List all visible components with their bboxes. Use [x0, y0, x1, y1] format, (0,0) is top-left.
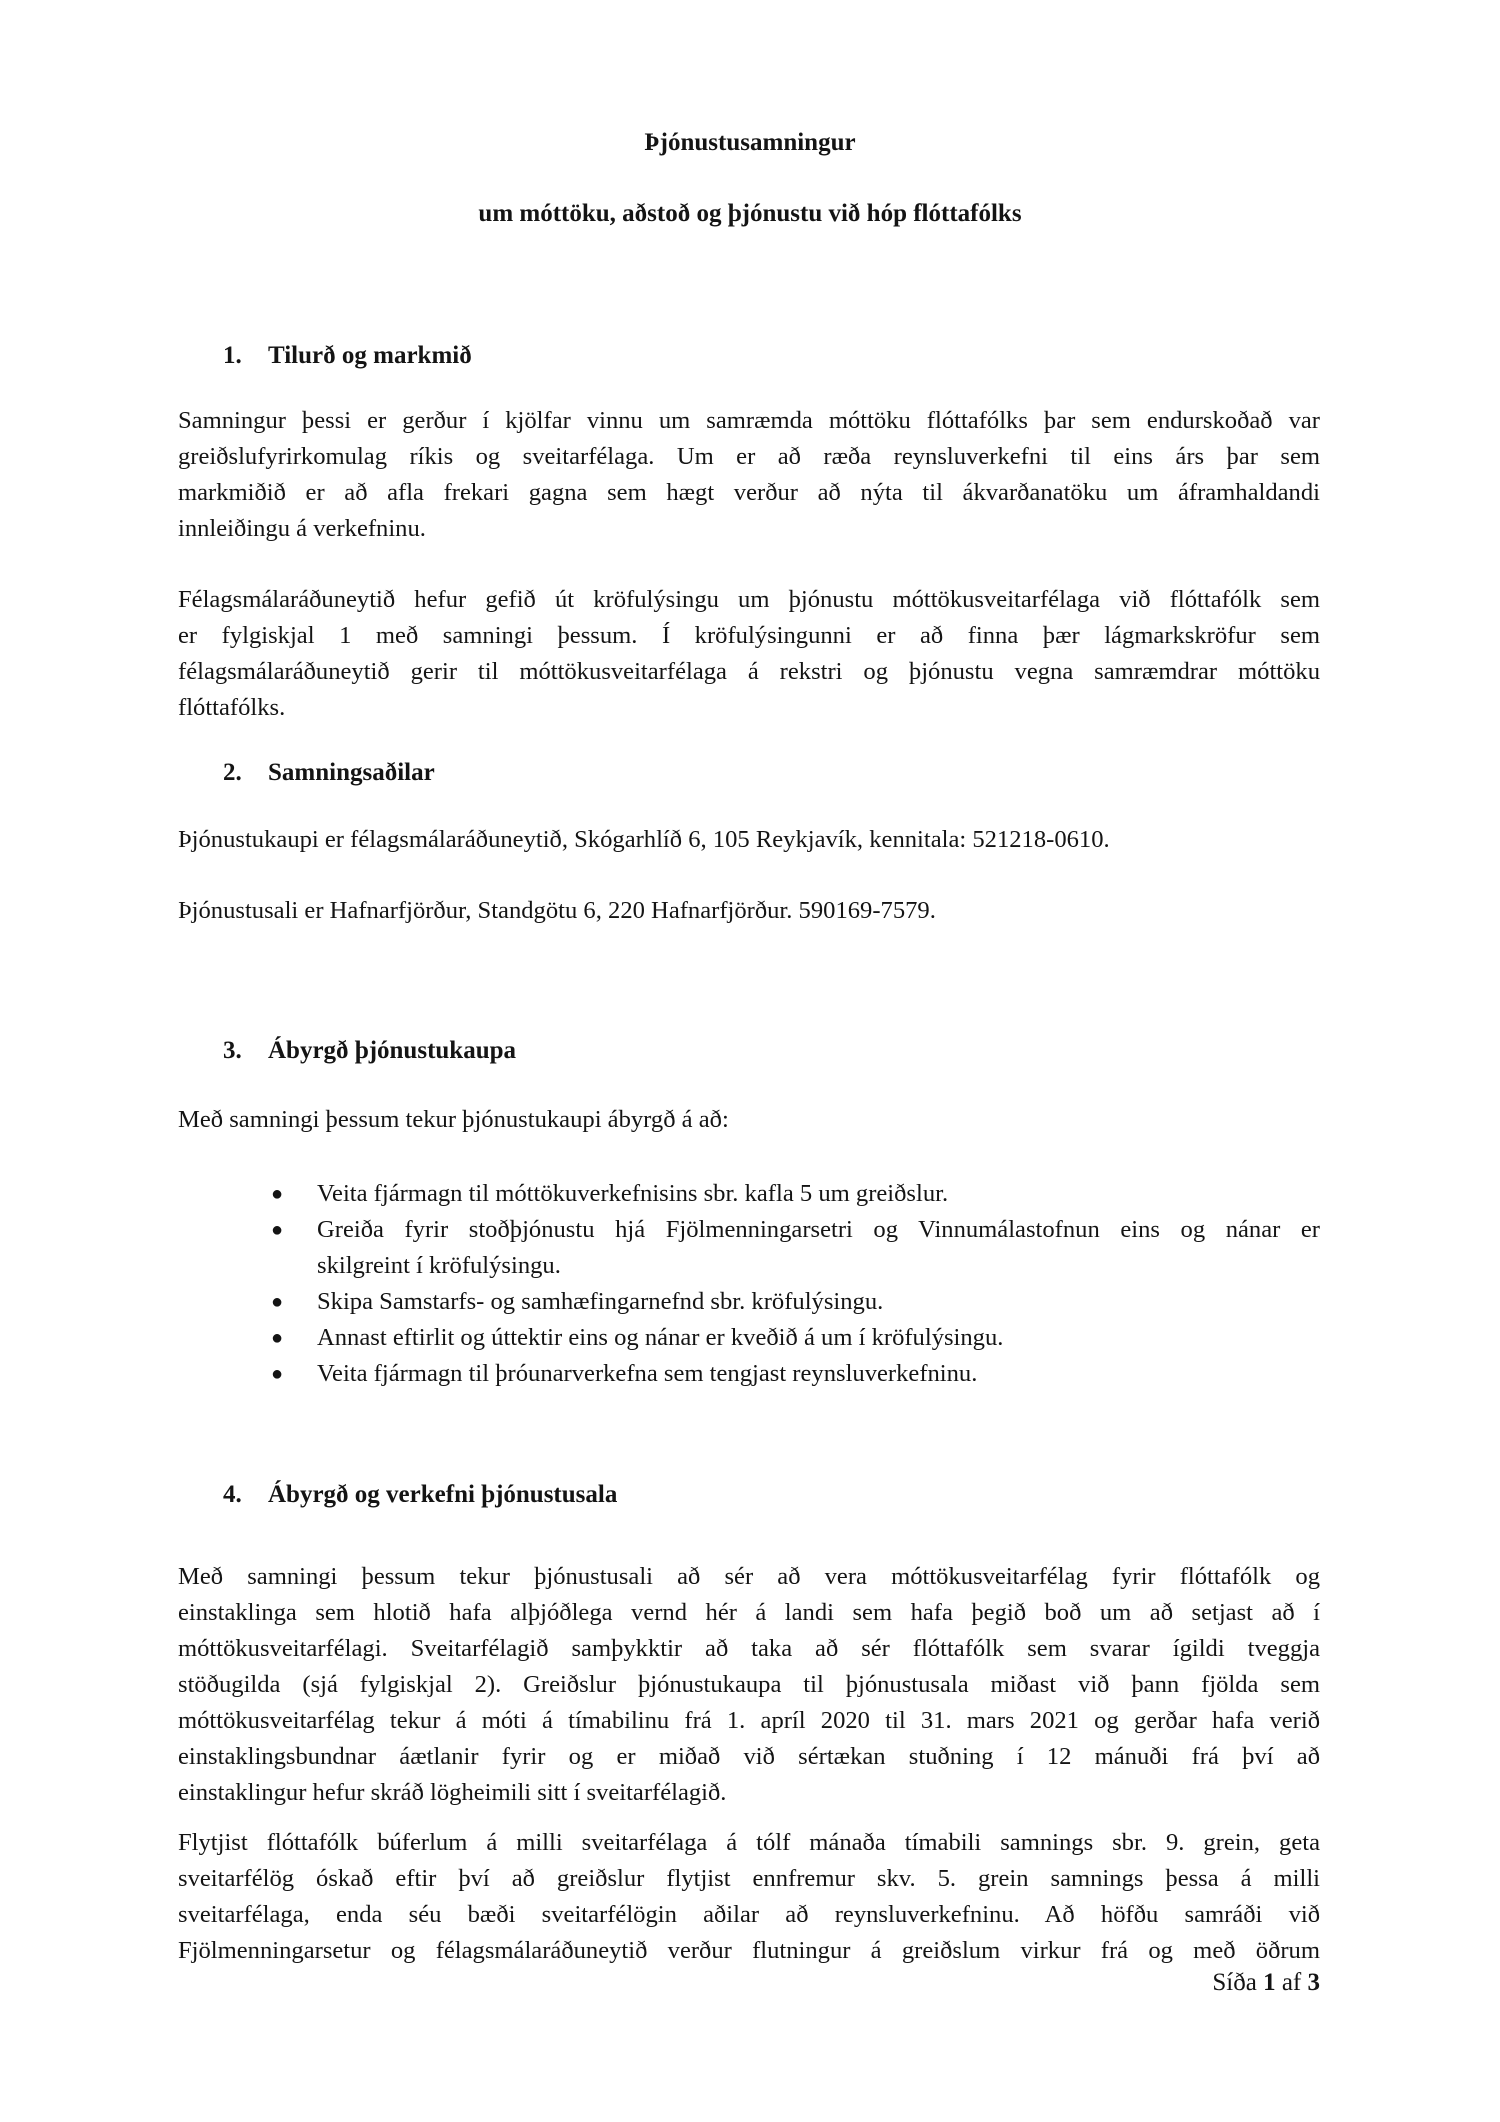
bullet-icon: ●	[271, 1219, 284, 1241]
section-title: Samningsaðilar	[268, 759, 435, 786]
document-subtitle: um móttöku, aðstoð og þjónustu við hóp flóttafólks	[478, 200, 1022, 227]
text-line: einstaklingsbundnar áætlanir fyrir og er miðað við sértækan stuðning í 12 mánuði frá því að	[178, 1743, 1320, 1770]
section-title: Ábyrgð þjónustukaupa	[268, 1037, 517, 1064]
text-line: einstaklinga sem hlotið hafa alþjóðlega vernd hér á landi sem hafa þegið boð um að setjast að í	[178, 1599, 1320, 1626]
list-item-text: Veita fjármagn til þróunarverkefna sem tengjast reynsluverkefninu.	[317, 1360, 978, 1387]
paragraph-requirements	[178, 582, 1320, 726]
party-seller: Þjónustusali er Hafnarfjörður, Standgötu 6, 220 Hafnarfjörður. 590169-7579.	[178, 897, 936, 924]
party-buyer: Þjónustukaupi er félagsmálaráðuneytið, Skógarhlíð 6, 105 Reykjavík, kennitala: 521218-0610.	[178, 826, 1110, 853]
bullet-icon: ●	[271, 1363, 284, 1385]
list-item-text: Greiða fyrir stoðþjónustu hjá Fjölmenningarsetri og Vinnumálastofnun eins og nánar er	[317, 1216, 1320, 1243]
list-item-text: Veita fjármagn til móttökuverkefnisins sbr. kafla 5 um greiðslur.	[317, 1180, 949, 1207]
bullet-icon: ●	[271, 1327, 284, 1349]
text-line: Flytjist flóttafólk búferlum á milli sveitarfélaga á tólf mánaða tímabili samnings sbr. 9. grein, geta	[178, 1829, 1320, 1856]
text-line: sveitarfélaga, enda séu bæði sveitarfélögin aðilar að reynsluverkefninu. Að höfðu samráði við	[178, 1901, 1320, 1928]
page-label: Síða	[1212, 1969, 1257, 1996]
text-line: greiðslufyrirkomulag ríkis og sveitarfélaga. Um er að ræða reynsluverkefni til eins árs þar sem	[178, 443, 1320, 470]
text-line: móttökusveitarfélagi. Sveitarfélagið samþykktir að taka að sér flóttafólk sem svarar ígildi tveggja	[178, 1635, 1320, 1662]
section-intro: Með samningi þessum tekur þjónustukaupi ábyrgð á að:	[178, 1106, 729, 1133]
section-title: Tilurð og markmið	[268, 342, 472, 369]
text-line: einstaklingur hefur skráð lögheimili sitt í sveitarfélagið.	[178, 1779, 727, 1806]
list-item-text: Annast eftirlit og úttektir eins og nánar er kveðið á um í kröfulýsingu.	[317, 1324, 1004, 1351]
page-number	[1212, 1966, 1320, 2000]
section-number: 4.	[223, 1481, 242, 1508]
text-line: Með samningi þessum tekur þjónustusali að sér að vera móttökusveitarfélag fyrir flóttafólk og	[178, 1563, 1320, 1590]
paragraph-origin	[178, 403, 1320, 547]
paragraph-seller-duties	[178, 1559, 1320, 1811]
current-page: 1	[1263, 1969, 1276, 1996]
section-number: 3.	[223, 1037, 242, 1064]
text-line: er fylgiskjal 1 með samningi þessum. Í kröfulýsingunni er að finna þær lágmarkskröfur sem	[178, 622, 1320, 649]
text-line: markmiðið er að afla frekari gagna sem hægt verður að nýta til ákvarðanatöku um áframhaldandi	[178, 479, 1320, 506]
text-line: stöðugilda (sjá fylgiskjal 2). Greiðslur þjónustukaupa til þjónustusala miðast við þann fjölda sem	[178, 1671, 1320, 1698]
section-title: Ábyrgð og verkefni þjónustusala	[268, 1481, 618, 1508]
text-line: innleiðingu á verkefninu.	[178, 515, 426, 542]
text-line: félagsmálaráðuneytið gerir til móttökusveitarfélaga á rekstri og þjónustu vegna samræmdrar móttöku	[178, 658, 1320, 685]
list-item-text: skilgreint í kröfulýsingu.	[317, 1252, 561, 1279]
paragraph-relocation	[178, 1825, 1320, 1969]
document-title: Þjónustusamningur	[644, 129, 856, 156]
text-line: sveitarfélög óskað eftir því að greiðslur flytjist ennfremur skv. 5. grein samnings þessa á milli	[178, 1865, 1320, 1892]
bullet-icon: ●	[271, 1291, 284, 1313]
text-line: Félagsmálaráðuneytið hefur gefið út kröfulýsingu um þjónustu móttökusveitarfélaga við flóttafólk sem	[178, 586, 1320, 613]
text-line: Samningur þessi er gerður í kjölfar vinnu um samræmda móttöku flóttafólks þar sem endurskoðað var	[178, 407, 1320, 434]
section-number: 2.	[223, 759, 242, 786]
text-line: móttökusveitarfélag tekur á móti á tímabilinu frá 1. apríl 2020 til 31. mars 2021 og gerðar hafa verið	[178, 1707, 1320, 1734]
text-line: flóttafólks.	[178, 694, 286, 721]
of-label: af	[1281, 1969, 1302, 1996]
bullet-icon: ●	[271, 1183, 284, 1205]
list-item-text: Skipa Samstarfs- og samhæfingarnefnd sbr. kröfulýsingu.	[317, 1288, 884, 1315]
total-pages: 3	[1307, 1969, 1320, 1996]
text-line: Fjölmenningarsetur og félagsmálaráðuneytið verður flutningur á greiðslum virkur frá og með öðrum	[178, 1937, 1320, 1964]
section-number: 1.	[223, 342, 242, 369]
